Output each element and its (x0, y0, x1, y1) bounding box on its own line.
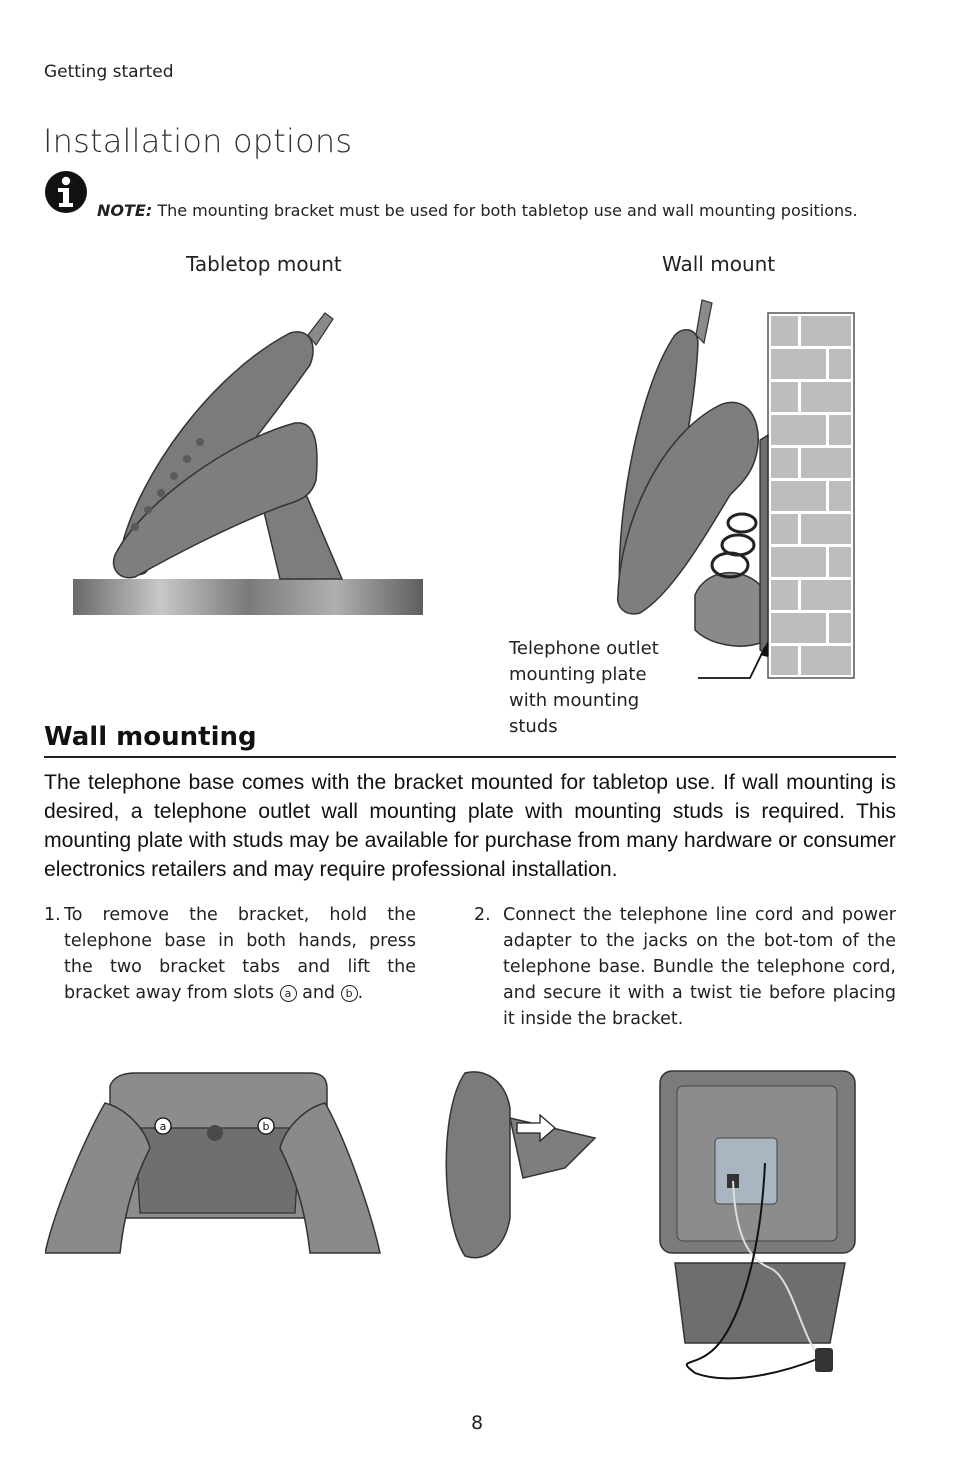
note-label: NOTE: (97, 201, 153, 220)
note-text: The mounting bracket must be used for both tabletop use and wall mounting positions. (152, 201, 858, 220)
side-base (446, 1072, 510, 1258)
jack-panel (715, 1138, 777, 1204)
callout-line (698, 647, 765, 678)
mount-hole (207, 1125, 223, 1141)
bracket-removal-illustration (45, 1068, 385, 1268)
slot-b-marker: b (341, 985, 358, 1002)
removed-bracket (135, 1128, 300, 1213)
slot-a-marker: a (280, 985, 297, 1002)
handset-antenna (308, 313, 333, 345)
step-1-end: . (357, 983, 364, 1003)
wall-mounting-intro: The telephone base comes with the bracket mounted for tabletop use. If wall mounting is desired, a telephone outlet wall mounting plate with mounting studs is required. This mounting plate with studs may be available for purchase from many hardware or consumer electronics retailers and may require professional installation. (44, 771, 896, 881)
tabletop-mount-illustration (70, 305, 430, 620)
cord-routing-illustration (655, 1068, 860, 1398)
step-1-and: and (296, 983, 341, 1003)
step-2-number: 2. (474, 905, 491, 925)
section-label: Getting started (44, 62, 174, 82)
bracket-slide-illustration (445, 1068, 600, 1263)
step-1 (44, 902, 416, 1006)
power-adapter (815, 1348, 833, 1372)
bracket (695, 573, 760, 646)
right-hand (280, 1103, 380, 1253)
heading-rule (44, 756, 896, 758)
wall-mounting-heading: Wall mounting (44, 722, 257, 752)
wall-handset-antenna (696, 300, 712, 343)
step-2-text: Connect the telephone line cord and power adapter to the jacks on the bot-tom of the telephone base. Bundle the telephone cord, and secure it with a twist tie before placing it inside the bracket. (503, 905, 896, 1029)
step-2 (474, 902, 896, 1032)
wall-mounting-plate (760, 435, 768, 655)
page-number: 8 (470, 1412, 484, 1434)
left-hand (45, 1103, 150, 1253)
tab-a-label: a (159, 1120, 167, 1133)
installation-note (97, 201, 858, 220)
step-1-text: To remove the bracket, hold the telephone base in both hands, press the two bracket tabs and lift the bracket away from slots (64, 905, 416, 1003)
step-1-number: 1. (44, 905, 61, 925)
mounting-plate-callout: Telephone outlet mounting plate with mounting studs (509, 638, 659, 737)
wall-bricks (771, 316, 851, 675)
bracket-bottom (675, 1263, 845, 1343)
info-icon (44, 170, 88, 214)
wall-mount-caption: Wall mount (662, 252, 776, 276)
page-title: Installation options (43, 122, 353, 160)
tab-b-label: b (262, 1120, 270, 1133)
coiled-cord (712, 514, 756, 577)
wall-mount-illustration (600, 295, 860, 685)
table-surface (73, 579, 423, 615)
tabletop-mount-caption: Tabletop mount (186, 252, 342, 276)
